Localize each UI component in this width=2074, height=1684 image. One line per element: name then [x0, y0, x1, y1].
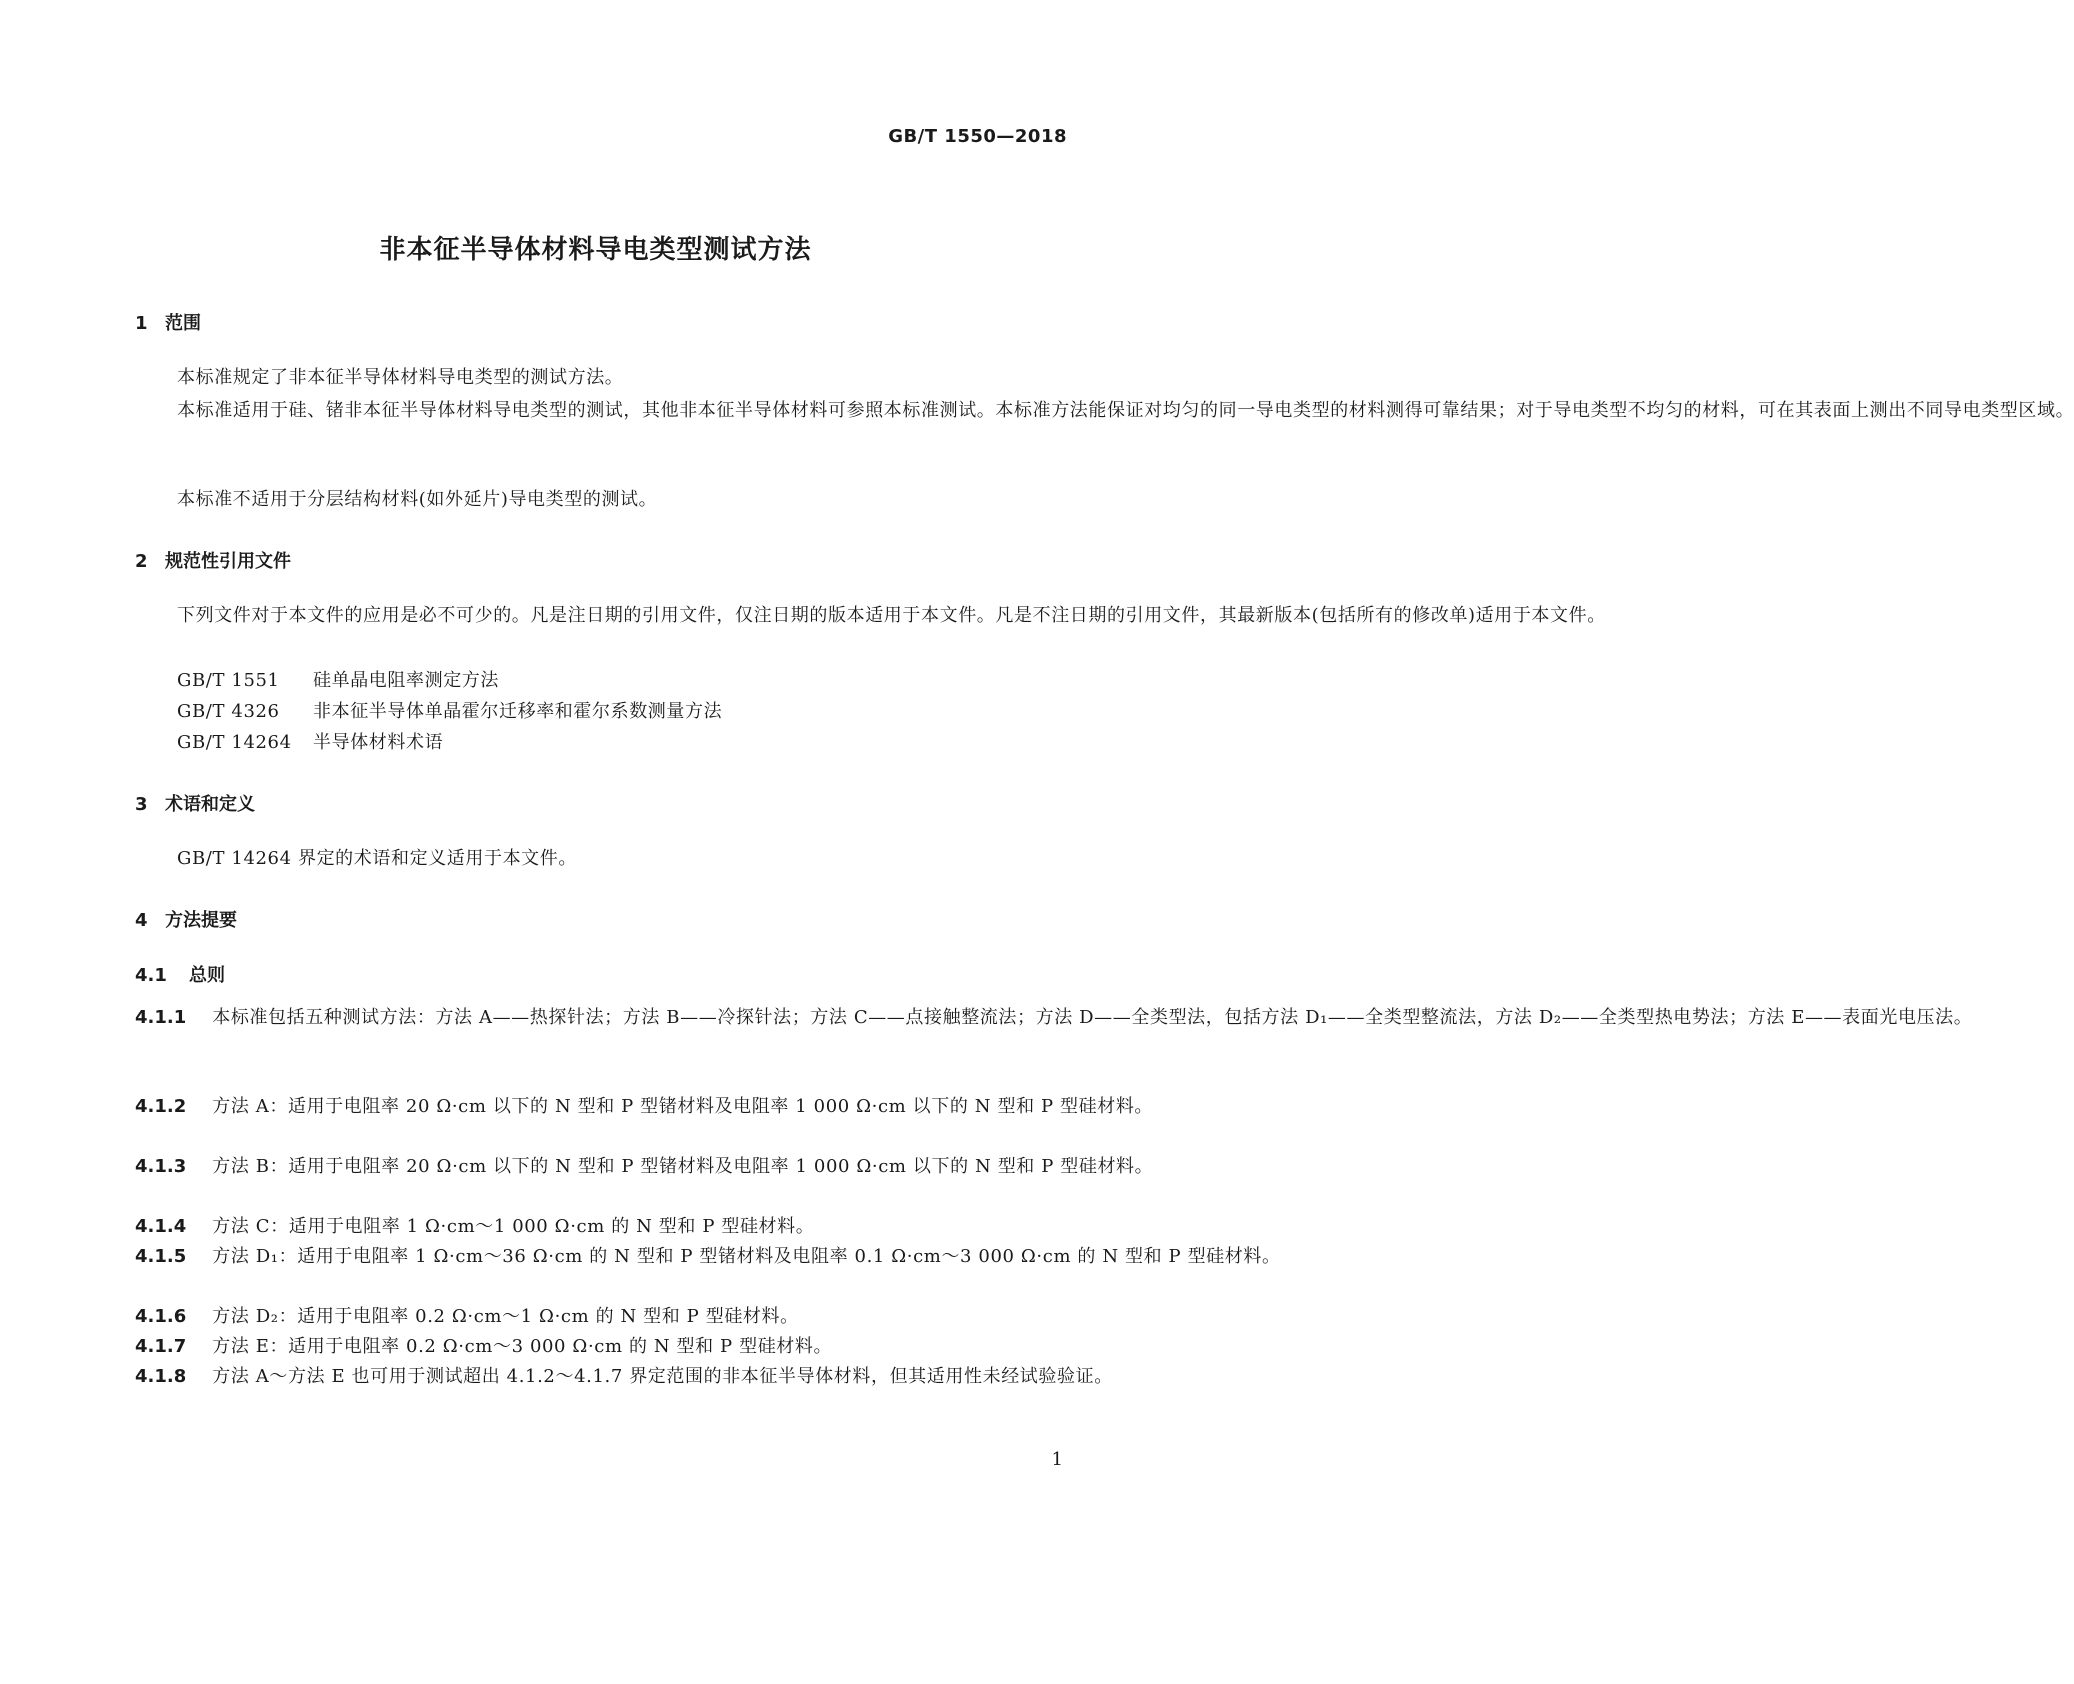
- section-3-heading: [135, 790, 255, 816]
- section-number: 1: [135, 313, 148, 334]
- reference-code: GB/T 1551: [177, 670, 280, 691]
- section-number: 2: [135, 551, 148, 572]
- clause-number: 4.1.7: [135, 1336, 187, 1357]
- clause-text: 本标准包括五种测试方法：方法 A——热探针法；方法 B——冷探针法；方法 C——点接触整流法；方法 D——全类型法，包括方法 D₁——全类型整流法，方法 D₂——全类型热电势法；方法 E——表面光电压法。: [212, 1007, 1973, 1028]
- clause-number: 4.1.6: [135, 1306, 187, 1327]
- clause-text: 方法 A：适用于电阻率 20 Ω·cm 以下的 N 型和 P 型锗材料及电阻率 1 000 Ω·cm 以下的 N 型和 P 型硅材料。: [212, 1096, 1154, 1117]
- section-3-paragraph: GB/T 14264 界定的术语和定义适用于本文件。: [177, 848, 577, 869]
- clause-4-1-6: [135, 1300, 1056, 1333]
- clause-number: 4.1.3: [135, 1156, 187, 1177]
- reference-title: 半导体材料术语: [313, 732, 444, 753]
- clause-4-1-8: [135, 1360, 1113, 1393]
- clause-text: 方法 C：适用于电阻率 1 Ω·cm～1 000 Ω·cm 的 N 型和 P 型硅材料。: [212, 1216, 815, 1237]
- clause-text: 方法 B：适用于电阻率 20 Ω·cm 以下的 N 型和 P 型锗材料及电阻率 1 000 Ω·cm 以下的 N 型和 P 型硅材料。: [212, 1156, 1154, 1177]
- clause-number: 4.1.4: [135, 1216, 187, 1237]
- clause-number: 4.1.5: [135, 1246, 187, 1267]
- subsection-number: 4.1: [135, 965, 167, 986]
- section-title: 方法提要: [165, 910, 237, 931]
- clause-number: 4.1.2: [135, 1096, 187, 1117]
- clause-4-1-4: [135, 1210, 1056, 1243]
- reference-title: 非本征半导体单晶霍尔迁移率和霍尔系数测量方法: [313, 701, 723, 722]
- section-1-heading: [135, 309, 201, 335]
- document-title: 非本征半导体材料导电类型测试方法: [379, 235, 812, 265]
- subsection-title: 总则: [189, 965, 225, 986]
- section-1-paragraph-1: 本标准规定了非本征半导体材料导电类型的测试方法。: [177, 367, 624, 388]
- reference-code: GB/T 14264: [177, 732, 292, 753]
- page-number: 1: [1051, 1449, 1063, 1470]
- subsection-4-1-heading: [135, 961, 225, 987]
- standard-code: GB/T 1550—2018: [888, 126, 1067, 147]
- clause-4-1-7: [135, 1330, 1056, 1363]
- reference-item: [177, 697, 722, 723]
- clause-text: 方法 E：适用于电阻率 0.2 Ω·cm～3 000 Ω·cm 的 N 型和 P 型硅材料。: [212, 1336, 833, 1357]
- section-title: 范围: [165, 313, 201, 334]
- clause-4-1-1: [135, 1001, 1973, 1034]
- clause-text: 方法 A～方法 E 也可用于测试超出 4.1.2～4.1.7 界定范围的非本征半导体材料，但其适用性未经试验验证。: [212, 1366, 1113, 1387]
- reference-item: [177, 728, 443, 754]
- section-1-paragraph-2: 本标准适用于硅、锗非本征半导体材料导电类型的测试，其他非本征半导体材料可参照本标准测试。本标准方法能保证对均匀的同一导电类型的材料测得可靠结果；对于导电类型不均匀的材料，可在其表面上测出不同导电类型区域。: [177, 400, 2074, 421]
- section-number: 4: [135, 910, 148, 931]
- section-title: 规范性引用文件: [165, 551, 291, 572]
- section-title: 术语和定义: [165, 794, 255, 815]
- section-number: 3: [135, 794, 148, 815]
- clause-number: 4.1.8: [135, 1366, 187, 1387]
- clause-text: 方法 D₁：适用于电阻率 1 Ω·cm～36 Ω·cm 的 N 型和 P 型锗材料及电阻率 0.1 Ω·cm～3 000 Ω·cm 的 N 型和 P 型硅材料。: [212, 1246, 1281, 1267]
- clause-4-1-2: [135, 1090, 1154, 1123]
- reference-code: GB/T 4326: [177, 701, 280, 722]
- clause-4-1-5: [135, 1240, 1281, 1273]
- section-1-paragraph-3: 本标准不适用于分层结构材料(如外延片)导电类型的测试。: [177, 489, 658, 510]
- clause-4-1-3: [135, 1150, 1154, 1183]
- section-4-heading: [135, 906, 237, 932]
- clause-number: 4.1.1: [135, 1007, 187, 1028]
- section-2-heading: [135, 547, 291, 573]
- section-2-intro: 下列文件对于本文件的应用是必不可少的。凡是注日期的引用文件，仅注日期的版本适用于本文件。凡是不注日期的引用文件，其最新版本(包括所有的修改单)适用于本文件。: [177, 605, 1606, 626]
- clause-text: 方法 D₂：适用于电阻率 0.2 Ω·cm～1 Ω·cm 的 N 型和 P 型硅材料。: [212, 1306, 799, 1327]
- reference-item: [177, 666, 499, 692]
- reference-title: 硅单晶电阻率测定方法: [313, 670, 499, 691]
